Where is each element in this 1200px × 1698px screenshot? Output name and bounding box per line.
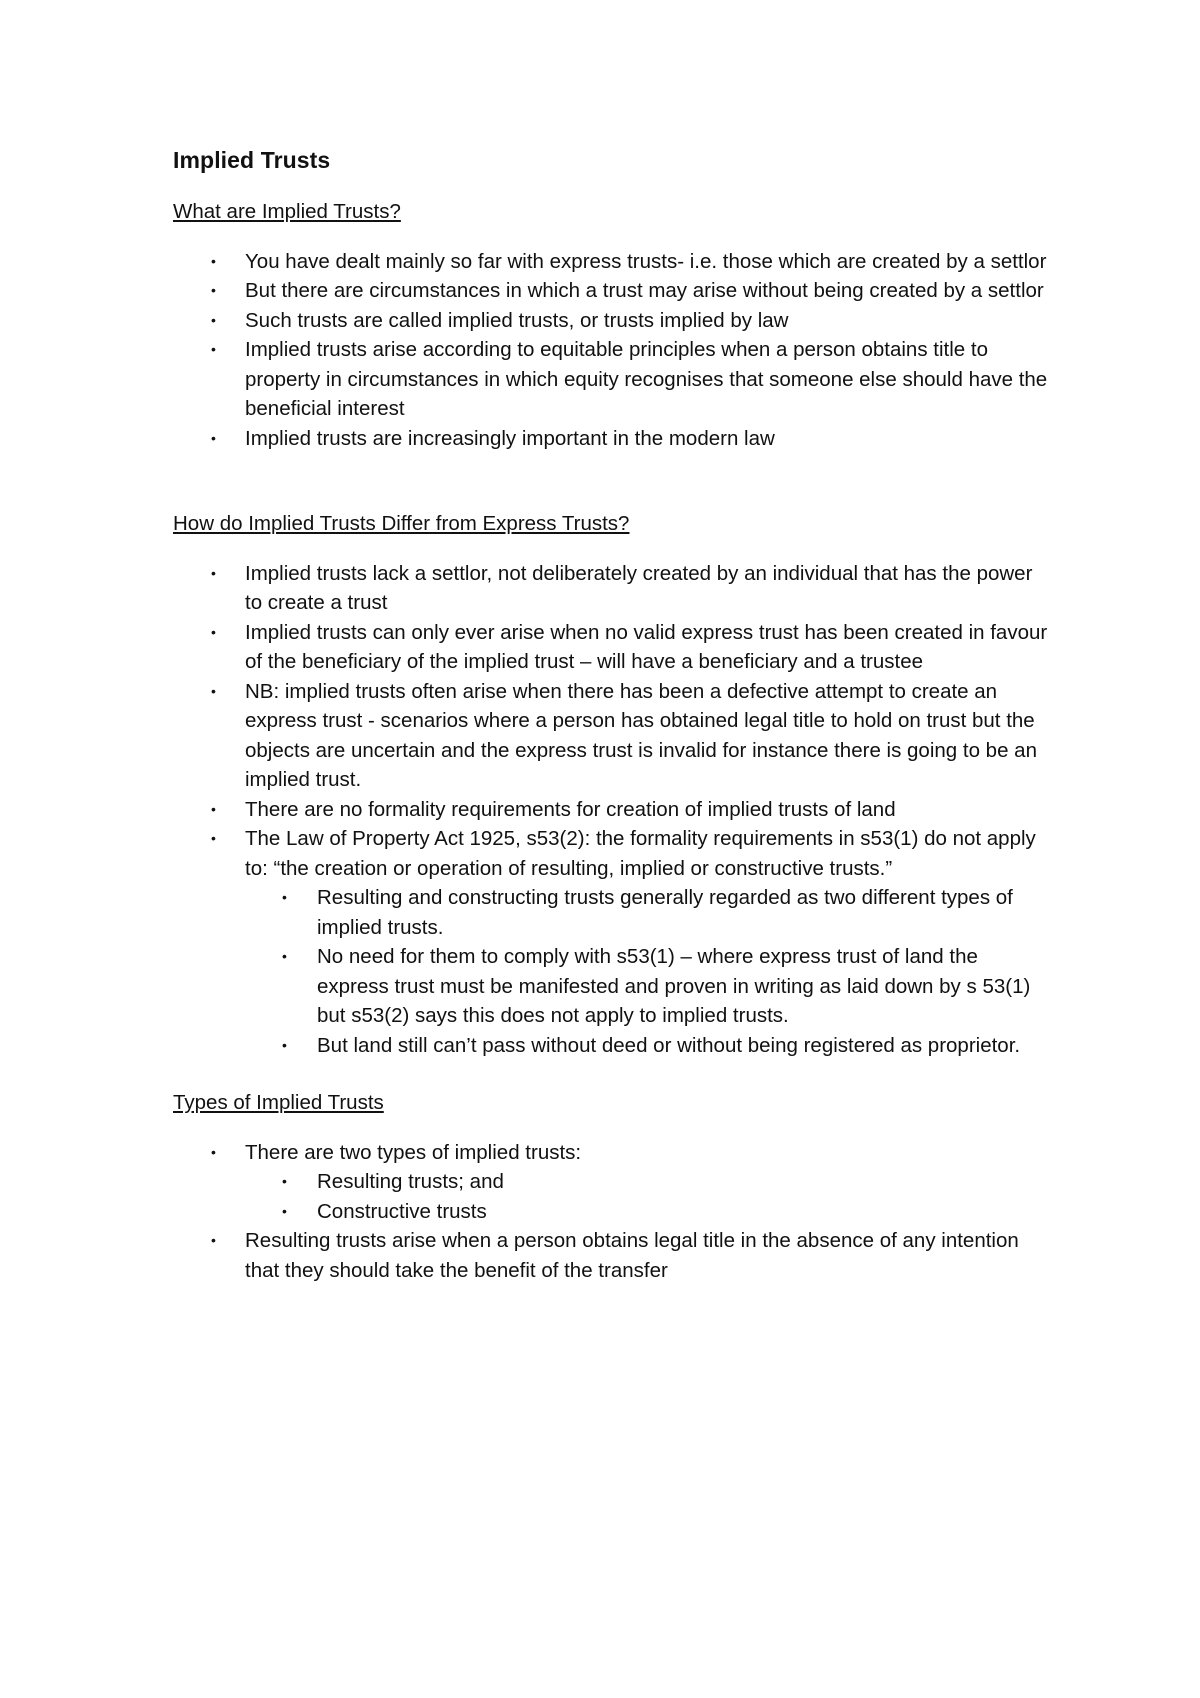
bullet-icon: •	[211, 623, 216, 640]
bullet-icon: •	[211, 830, 216, 846]
sub-list-item	[245, 1031, 1053, 1061]
section-heading-differences: How do Implied Trusts Differ from Express Trusts?	[173, 512, 630, 535]
sub-list-item-text: No need for them to comply with s53(1) – where express trust of land the express trust must be manifested and proven in writing as laid down by s 53(1) but s53(2) says this does not apply to implied trusts.	[317, 945, 1031, 1027]
list-item-text: Such trusts are called implied trusts, or trusts implied by law	[245, 308, 789, 332]
list-item-text: Implied trusts are increasingly important in the modern law	[245, 426, 775, 450]
list-item-text: NB: implied trusts often arise when there has been a defective attempt to create an express trust - scenarios where a person has obtained legal title to hold on trust but the objects are uncertain and the express trust is invalid for instance there is going to be an implied trust.	[245, 679, 1037, 791]
bullet-icon: •	[211, 1143, 216, 1160]
list-item	[173, 276, 1053, 306]
list-item-text: Implied trusts lack a settlor, not deliberately created by an individual that has the power to create a trust	[245, 561, 1033, 614]
list-item	[173, 795, 1053, 825]
sub-list-item	[245, 883, 1053, 942]
list-item	[173, 559, 1053, 618]
sub-list-item	[245, 942, 1053, 1031]
list-item-text: There are two types of implied trusts:	[245, 1140, 582, 1164]
list-item	[173, 306, 1053, 336]
sub-bullet-list-types	[245, 1167, 1053, 1226]
sub-list-item-text: Resulting trusts; and	[317, 1170, 504, 1193]
sub-list-item	[245, 1197, 1053, 1227]
document-content	[173, 145, 1053, 1285]
bullet-icon: •	[211, 800, 216, 817]
list-item-text: Resulting trusts arise when a person obtains legal title in the absence of any intention that they should take the benefit of the transfer	[245, 1229, 1019, 1282]
list-item	[173, 335, 1053, 424]
list-item	[173, 1226, 1053, 1285]
sub-list-item	[245, 1167, 1053, 1197]
bullet-icon: •	[211, 252, 216, 269]
list-item	[173, 677, 1053, 795]
list-item-text: Implied trusts arise according to equitable principles when a person obtains title to property in circumstances in which equity recognises that someone else should have the beneficial interest	[245, 338, 1048, 420]
list-item	[173, 618, 1053, 677]
bullet-icon: •	[211, 282, 216, 298]
list-item-text: There are no formality requirements for creation of implied trusts of land	[245, 797, 896, 821]
bullet-icon: •	[211, 1232, 216, 1248]
section-spacer	[173, 1060, 1053, 1088]
bullet-icon: •	[211, 311, 216, 328]
sub-list-item-text: Resulting and constructing trusts generally regarded as two different types of implied trusts.	[317, 886, 1013, 939]
list-item-text: You have dealt mainly so far with express trusts- i.e. those which are created by a settlor	[245, 249, 1047, 273]
bullet-icon: •	[282, 1173, 287, 1189]
section-heading-what-are-implied-trusts: What are Implied Trusts?	[173, 200, 401, 223]
list-item	[173, 824, 1053, 1060]
bullet-icon: •	[282, 1202, 287, 1219]
list-item-text: But there are circumstances in which a trust may arise without being created by a settlor	[245, 279, 1044, 302]
list-item-text: Implied trusts can only ever arise when no valid express trust has been created in favour of the beneficiary of the implied trust – will have a beneficiary and a trustee	[245, 620, 1048, 673]
list-item-text: The Law of Property Act 1925, s53(2): the formality requirements in s53(1) do not apply to: “the creation or operation of resulting, implied or constructive trusts.”	[245, 827, 1036, 880]
bullet-list-types	[173, 1138, 1053, 1286]
bullet-list-what-are-implied-trusts	[173, 247, 1053, 454]
sub-list-item-text: Constructive trusts	[317, 1199, 487, 1223]
section-spacer	[173, 453, 1053, 509]
sub-list-item-text: But land still can’t pass without deed or without being registered as proprietor.	[317, 1033, 1021, 1057]
document-title: Implied Trusts	[173, 147, 331, 173]
bullet-icon: •	[211, 682, 216, 699]
bullet-icon: •	[211, 564, 216, 581]
bullet-list-differences	[173, 559, 1053, 1061]
bullet-icon: •	[211, 341, 216, 357]
list-item	[173, 1138, 1053, 1227]
list-item	[173, 247, 1053, 277]
bullet-icon: •	[282, 1036, 287, 1053]
sub-bullet-list-formality	[245, 883, 1053, 1060]
bullet-icon: •	[282, 948, 287, 964]
list-item	[173, 424, 1053, 454]
bullet-icon: •	[282, 889, 287, 905]
bullet-icon: •	[211, 429, 216, 446]
section-heading-types: Types of Implied Trusts	[173, 1091, 384, 1114]
